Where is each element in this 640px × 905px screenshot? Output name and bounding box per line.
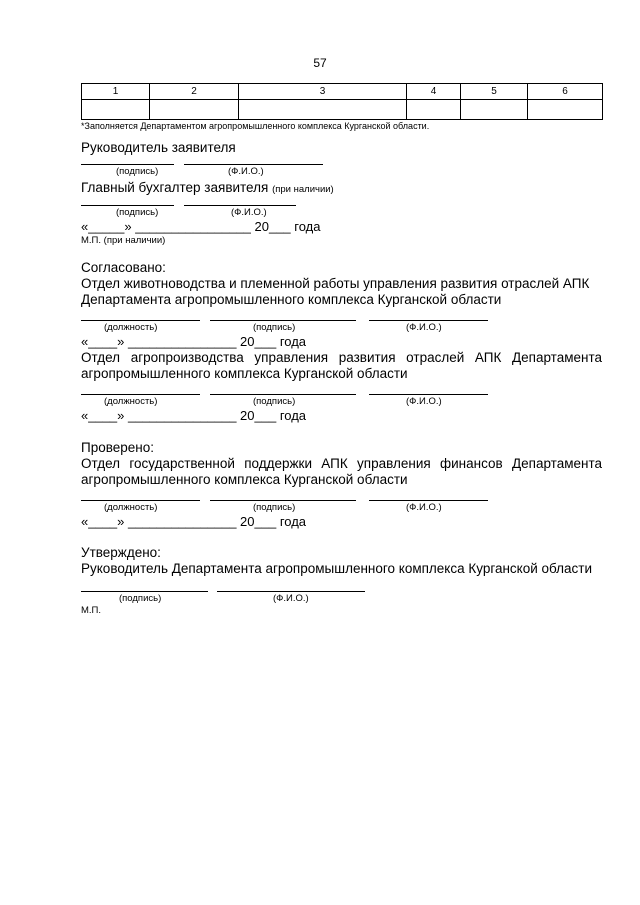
table-cell [82, 100, 150, 120]
applicant-date-line: «_____» ________________ 20___ года [81, 219, 321, 234]
applicant-head-title: Руководитель заявителя [81, 140, 236, 155]
position-line [81, 500, 200, 501]
signature-line [81, 205, 174, 206]
checked-dept-line2: агропромышленного комплекса Курганской области [81, 472, 408, 487]
checked-dept-line1: Отдел государственной поддержки АПК управления финансов Департамента [81, 456, 602, 471]
table-header-cell: 3 [239, 84, 407, 100]
agreed-date-line-1: «____» _______________ 20___ года [81, 334, 307, 349]
position-line [81, 394, 200, 395]
checked-heading: Проверено: [81, 440, 154, 455]
fio-label: (Ф.И.О.) [406, 502, 442, 513]
fio-line [369, 394, 488, 395]
fio-label: (Ф.И.О.) [406, 396, 442, 407]
table-cell [461, 100, 528, 120]
fio-label: (Ф.И.О.) [231, 207, 267, 218]
fio-line [217, 591, 365, 592]
position-label: (должность) [104, 322, 158, 333]
accountant-title [81, 180, 334, 195]
data-table [81, 83, 603, 120]
agreed-dept1-line2: Департамента агропромышленного комплекса Курганской области [81, 292, 502, 307]
approved-heading: Утверждено: [81, 545, 161, 560]
agreed-date-line-2: «____» _______________ 20___ года [81, 408, 307, 423]
applicant-stamp: М.П. (при наличии) [81, 235, 166, 246]
signature-label: (подпись) [253, 322, 296, 333]
approved-head-line: Руководитель Департамента агропромышленного комплекса Курганской области [81, 561, 593, 576]
table-cell [150, 100, 239, 120]
signature-line [210, 500, 356, 501]
agreed-dept2-line1: Отдел агропроизводства управления развития отраслей АПК Департамента [81, 350, 602, 365]
table-header-row [82, 84, 603, 100]
position-label: (должность) [104, 502, 158, 513]
table-header-cell: 4 [407, 84, 461, 100]
signature-label: (подпись) [116, 166, 159, 177]
table-cell [239, 100, 407, 120]
signature-label: (подпись) [119, 593, 162, 604]
table-header-cell: 2 [150, 84, 239, 100]
accountant-title-text: Главный бухгалтер заявителя [81, 180, 269, 195]
signature-label: (подпись) [116, 207, 159, 218]
fio-label: (Ф.И.О.) [273, 593, 309, 604]
signature-line [210, 394, 356, 395]
table-header-cell: 6 [528, 84, 603, 100]
page-number: 57 [313, 56, 327, 70]
signature-label: (подпись) [253, 396, 296, 407]
agreed-heading: Согласовано: [81, 260, 166, 275]
signature-label: (подпись) [253, 502, 296, 513]
approved-stamp: М.П. [81, 605, 102, 616]
signature-line [81, 164, 174, 165]
position-label: (должность) [104, 396, 158, 407]
footnote: *Заполняется Департаментом агропромышленного комплекса Курганской области. [81, 121, 430, 131]
fio-label: (Ф.И.О.) [406, 322, 442, 333]
agreed-dept1-line1: Отдел животноводства и племенной работы управления развития отраслей АПК [81, 276, 590, 291]
signature-line [81, 591, 208, 592]
fio-line [369, 320, 488, 321]
table-cell [528, 100, 603, 120]
checked-date-line: «____» _______________ 20___ года [81, 514, 307, 529]
fio-line [184, 205, 296, 206]
signature-line [210, 320, 356, 321]
table-header-cell: 1 [82, 84, 150, 100]
table-cell [407, 100, 461, 120]
accountant-note: (при наличии) [272, 184, 334, 195]
position-line [81, 320, 200, 321]
table-header-cell: 5 [461, 84, 528, 100]
fio-line [184, 164, 323, 165]
agreed-dept2-line2: агропромышленного комплекса Курганской области [81, 366, 408, 381]
fio-label: (Ф.И.О.) [228, 166, 264, 177]
table-row [82, 100, 603, 120]
fio-line [369, 500, 488, 501]
